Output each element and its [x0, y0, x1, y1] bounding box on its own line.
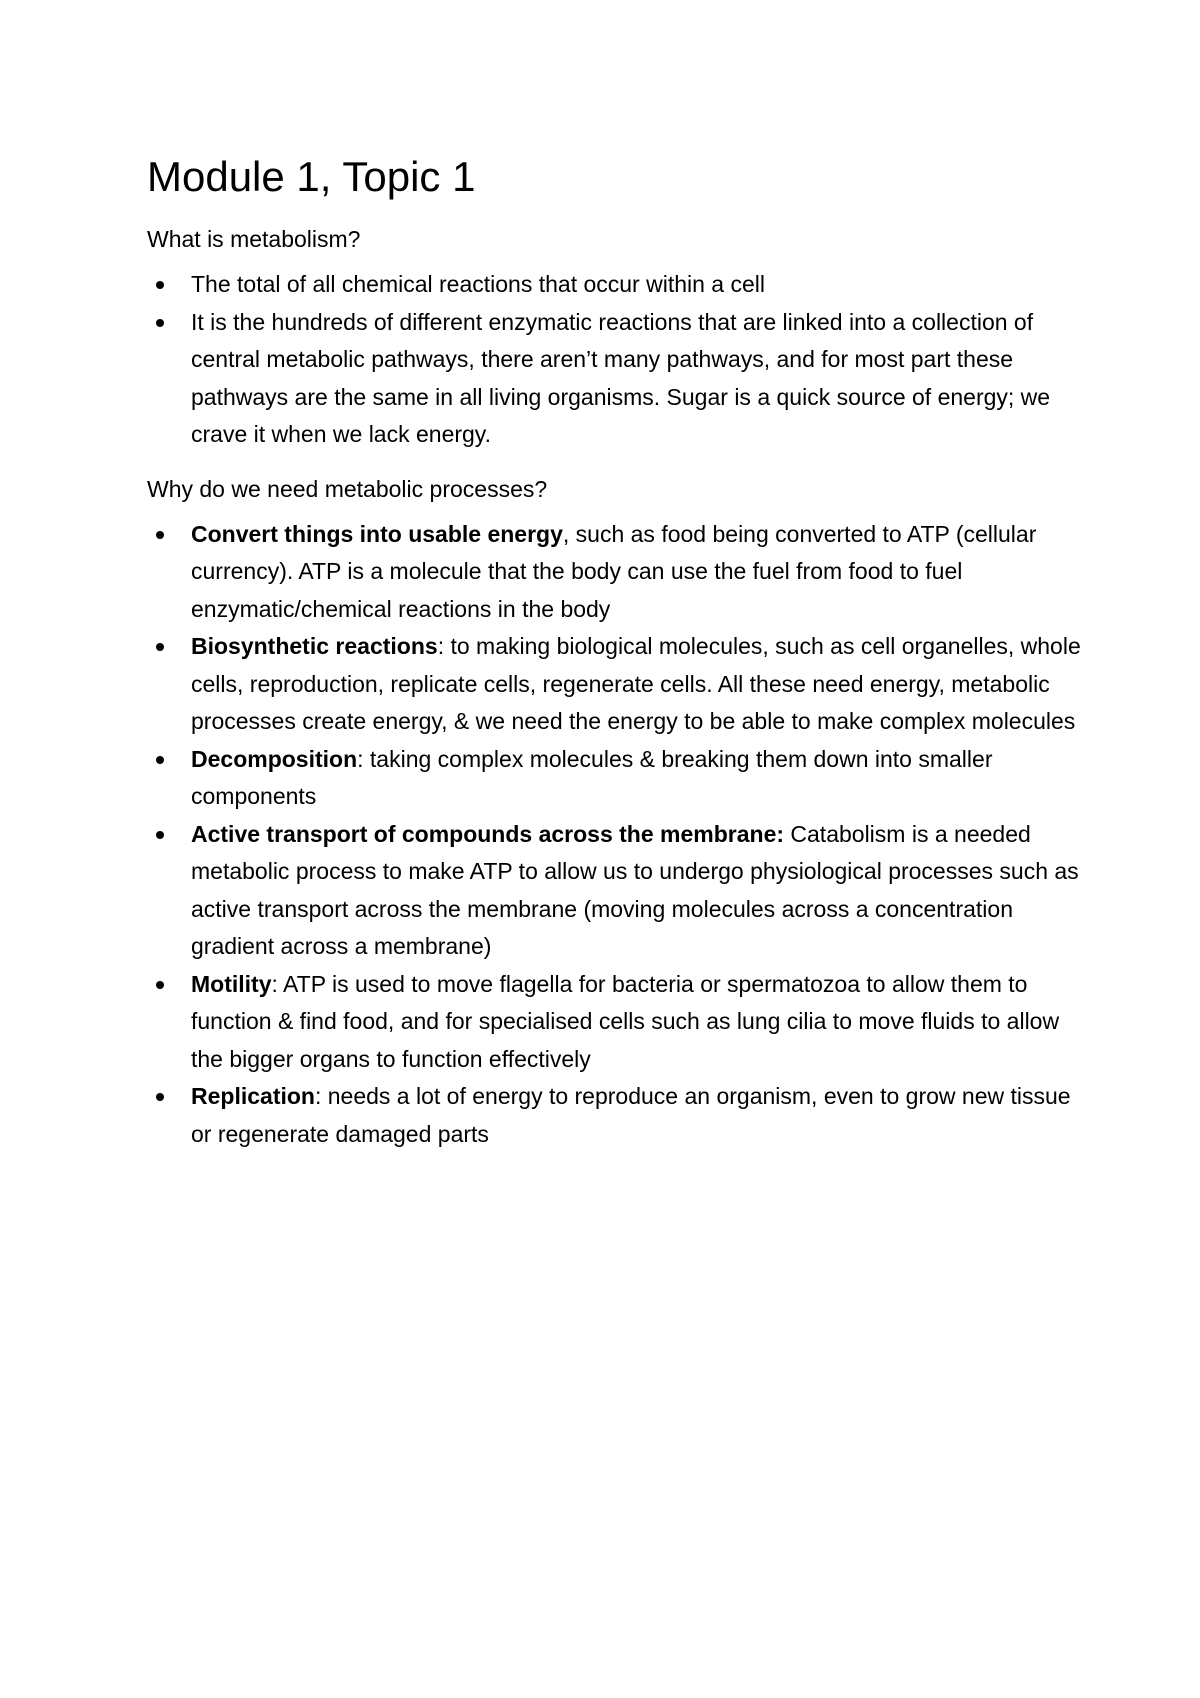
list-item-text: It is the hundreds of different enzymatic reactions that are linked into a collection of central metabolic pathways, there aren’t many pathways, and for most part these pathways are the same in all living organisms. Sugar is a quick source of energy; we crave it when we lack energy.: [191, 308, 1051, 447]
bullet-icon: [156, 981, 164, 989]
list-item: [147, 266, 1087, 304]
list-item-term: Biosynthetic reactions: [191, 633, 438, 659]
list-item-term: Motility: [191, 970, 272, 997]
page-title: Module 1, Topic 1: [147, 153, 476, 200]
list-item: [147, 304, 1087, 454]
list-item-text: : ATP is used to move flagella for bacteria or spermatozoa to allow them to function & find food, and for specialised cells such as lung cilia to move fluids to allow the bigger organs to function effectively: [191, 970, 1060, 1072]
list-item: [147, 816, 1087, 966]
bullet-icon: [156, 1093, 164, 1101]
list-item: [147, 516, 1087, 629]
list-item-term: Decomposition: [191, 745, 358, 772]
list-item-text: , such as food being converted to ATP (cellular currency). ATP is a molecule that the body can use the fuel from food to fuel enzymatic/chemical reactions in the body: [191, 520, 1037, 622]
list-item: [147, 1078, 1087, 1153]
bullet-list-metabolism: [147, 266, 1087, 454]
list-item-text: : to making biological molecules, such as cell organelles, whole cells, reproduction, replicate cells, regenerate cells. All these need energy, metabolic processes create energy, & we need the energy to be able to make complex molecules: [191, 633, 1081, 734]
list-item: [147, 628, 1087, 741]
list-item-text: : needs a lot of energy to reproduce an organism, even to grow new tissue or regenerate damaged parts: [191, 1083, 1071, 1147]
section-question-metabolism: What is metabolism?: [147, 226, 361, 252]
bullet-icon: [156, 756, 164, 764]
bullet-icon: [156, 319, 164, 327]
section-question-processes: Why do we need metabolic processes?: [147, 475, 548, 502]
document-content: [147, 150, 1087, 1169]
list-item-text: : taking complex molecules & breaking them down into smaller components: [191, 745, 993, 809]
bullet-icon: [156, 281, 164, 289]
list-item-term: Convert things into usable energy: [191, 520, 563, 547]
list-item: [147, 741, 1087, 816]
bullet-icon: [156, 643, 164, 651]
bullet-list-processes: [147, 516, 1087, 1154]
list-item: [147, 966, 1087, 1079]
list-item-term: Replication: [191, 1083, 315, 1109]
list-item-text: The total of all chemical reactions that occur within a cell: [191, 271, 765, 297]
list-item-text: Catabolism is a needed metabolic process to make ATP to allow us to undergo physiological processes such as active transport across the membrane (moving molecules across a concentration gradient across a membrane): [191, 820, 1079, 959]
bullet-icon: [156, 531, 164, 539]
list-item-term: Active transport of compounds across the membrane:: [191, 820, 785, 847]
bullet-icon: [156, 831, 164, 839]
